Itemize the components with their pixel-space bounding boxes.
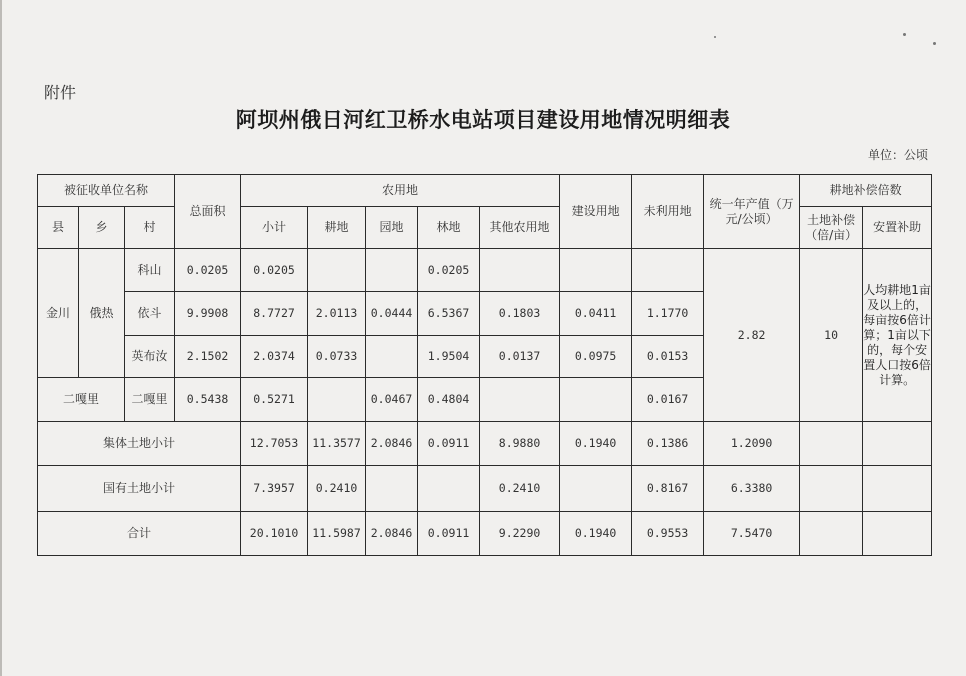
garden-cell — [366, 249, 418, 292]
unused-cell: 6.3380 — [704, 466, 800, 512]
other-farm-cell: 0.1803 — [480, 292, 560, 336]
placement-cell: 人均耕地1亩及以上的，每亩按6倍计算；1亩以下的，每个安置人口按6倍计算。 — [863, 249, 932, 422]
scan-speck — [903, 33, 906, 36]
unused-header: 未利用地 — [632, 175, 704, 249]
empty-cell — [800, 422, 863, 466]
forest-cell: 9.2290 — [480, 512, 560, 556]
land-use-table — [37, 174, 932, 556]
total-cell: 7.3957 — [241, 466, 308, 512]
header-row-1 — [38, 175, 932, 207]
document-title: 阿坝州俄日河红卫桥水电站项目建设用地情况明细表 — [235, 107, 731, 132]
forest-header: 林地 — [418, 207, 480, 249]
summary-row — [38, 512, 932, 556]
forest-cell: 1.9504 — [418, 336, 480, 378]
empty-cell — [863, 422, 932, 466]
construction-header: 建设用地 — [560, 175, 632, 249]
subtotal-cell: 11.3577 — [308, 422, 366, 466]
subtotal-cell: 0.0205 — [241, 249, 308, 292]
garden-cell — [366, 336, 418, 378]
farmland-header: 农用地 — [241, 175, 560, 207]
total-area-header: 总面积 — [175, 175, 241, 249]
cultivated-cell: 2.0846 — [366, 512, 418, 556]
forest-cell: 0.2410 — [480, 466, 560, 512]
summary-label: 集体土地小计 — [38, 422, 241, 466]
village-cell: 英布汝 — [125, 336, 175, 378]
construction-cell — [560, 378, 632, 422]
forest-cell: 8.9880 — [480, 422, 560, 466]
construction-cell: 0.8167 — [632, 466, 704, 512]
other-farm-cell — [560, 466, 632, 512]
cultivated-cell: 2.0113 — [308, 292, 366, 336]
empty-cell — [800, 512, 863, 556]
land-comp-header: 土地补偿（倍/亩） — [800, 207, 863, 249]
garden-cell — [418, 466, 480, 512]
annual-value-cell: 2.82 — [704, 249, 800, 422]
empty-cell — [800, 466, 863, 512]
other-farm-cell: 0.0137 — [480, 336, 560, 378]
scan-speck — [933, 42, 936, 45]
empty-cell — [863, 512, 932, 556]
forest-cell: 0.4804 — [418, 378, 480, 422]
forest-cell: 0.0205 — [418, 249, 480, 292]
unused-cell: 1.1770 — [632, 292, 704, 336]
subtotal-cell: 8.7727 — [241, 292, 308, 336]
summary-row — [38, 422, 932, 466]
unused-cell: 1.2090 — [704, 422, 800, 466]
total-cell: 12.7053 — [241, 422, 308, 466]
subtotal-cell: 2.0374 — [241, 336, 308, 378]
other-farm-header: 其他农用地 — [480, 207, 560, 249]
unit-name-header: 被征收单位名称 — [38, 175, 175, 207]
county-header: 县 — [38, 207, 79, 249]
unit-note: 单位：公顷 — [867, 148, 928, 162]
total-cell: 0.0205 — [175, 249, 241, 292]
table-row — [38, 249, 932, 292]
subtotal-header: 小计 — [241, 207, 308, 249]
other-farm-cell — [480, 378, 560, 422]
township-header: 乡 — [79, 207, 125, 249]
land-comp-cell: 10 — [800, 249, 863, 422]
cultivated-header: 耕地 — [308, 207, 366, 249]
summary-label: 国有土地小计 — [38, 466, 241, 512]
compensation-header: 耕地补偿倍数 — [800, 175, 932, 207]
unused-cell: 7.5470 — [704, 512, 800, 556]
construction-cell: 0.1386 — [632, 422, 704, 466]
attachment-label: 附件 — [44, 83, 77, 102]
other-farm-cell: 0.1940 — [560, 422, 632, 466]
garden-cell: 0.0467 — [366, 378, 418, 422]
total-cell: 0.5438 — [175, 378, 241, 422]
page-edge — [0, 0, 2, 676]
subtotal-cell: 0.2410 — [308, 466, 366, 512]
empty-cell — [863, 466, 932, 512]
unused-cell: 0.0167 — [632, 378, 704, 422]
annual-value-header: 统一年产值（万元/公顷） — [704, 175, 800, 249]
cultivated-cell — [308, 249, 366, 292]
scan-speck — [714, 36, 716, 38]
total-cell: 2.1502 — [175, 336, 241, 378]
garden-header: 园地 — [366, 207, 418, 249]
village-cell: 科山 — [125, 249, 175, 292]
construction-cell: 0.0975 — [560, 336, 632, 378]
unused-cell: 0.0153 — [632, 336, 704, 378]
unused-cell — [632, 249, 704, 292]
county-cell: 金川 — [38, 249, 79, 378]
township-cell: 二嘎里 — [38, 378, 125, 422]
construction-cell — [560, 249, 632, 292]
other-farm-cell — [480, 249, 560, 292]
village-header: 村 — [125, 207, 175, 249]
summary-label: 合计 — [38, 512, 241, 556]
forest-cell: 6.5367 — [418, 292, 480, 336]
cultivated-cell: 0.0733 — [308, 336, 366, 378]
construction-cell: 0.0411 — [560, 292, 632, 336]
cultivated-cell — [308, 378, 366, 422]
garden-cell: 0.0911 — [418, 512, 480, 556]
total-cell: 20.1010 — [241, 512, 308, 556]
township-cell: 俄热 — [79, 249, 125, 378]
garden-cell: 0.0444 — [366, 292, 418, 336]
subtotal-cell: 11.5987 — [308, 512, 366, 556]
village-cell: 依斗 — [125, 292, 175, 336]
village-cell: 二嘎里 — [125, 378, 175, 422]
cultivated-cell — [366, 466, 418, 512]
other-farm-cell: 0.1940 — [560, 512, 632, 556]
total-cell: 9.9908 — [175, 292, 241, 336]
subtotal-cell: 0.5271 — [241, 378, 308, 422]
summary-row — [38, 466, 932, 512]
garden-cell: 0.0911 — [418, 422, 480, 466]
construction-cell: 0.9553 — [632, 512, 704, 556]
placement-header: 安置补助 — [863, 207, 932, 249]
cultivated-cell: 2.0846 — [366, 422, 418, 466]
